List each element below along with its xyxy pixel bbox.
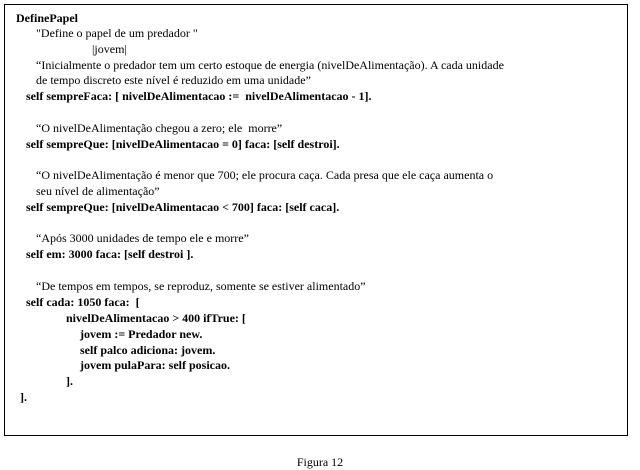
comment-line: seu nível de alimentação” xyxy=(36,184,160,198)
comment-line: “Após 3000 unidades de tempo ele e morre” xyxy=(36,231,249,245)
statement-line: nivelDeAlimentacao > 400 ifTrue: [ xyxy=(66,311,246,325)
statement-line: self sempreQue: [nivelDeAlimentacao = 0] faca: [self destroi]. xyxy=(26,137,340,151)
comment-line: “O nivelDeAlimentação é menor que 700; ele procura caça. Cada presa que ele caça aumenta o xyxy=(36,168,494,182)
listing-title: DefinePapel xyxy=(16,11,78,25)
closing-bracket-line: ]. xyxy=(66,374,73,388)
figure-caption: Figura 12 xyxy=(296,455,344,469)
temp-variable-declaration: |jovem| xyxy=(92,42,127,56)
statement-line: self sempreQue: [nivelDeAlimentacao < 700] faca: [self caca]. xyxy=(26,200,340,214)
statement-line: self em: 3000 faca: [self destroi ]. xyxy=(26,247,194,261)
statement-line: jovem := Predador new. xyxy=(80,327,203,341)
statement-line: self sempreFaca: [ nivelDeAlimentacao := nivelDeAlimentacao - 1]. xyxy=(26,89,372,103)
comment-line: “Inicialmente o predador tem um certo estoque de energia (nivelDeAlimentação). A cada unidade xyxy=(36,58,504,72)
comment-line: "Define o papel de um predador " xyxy=(36,26,198,40)
statement-line: self palco adiciona: jovem. xyxy=(80,343,216,357)
comment-line: “De tempos em tempos, se reproduz, somente se estiver alimentado” xyxy=(36,279,366,293)
comment-line: de tempo discreto este nível é reduzido em uma unidade” xyxy=(36,73,311,87)
comment-line: “O nivelDeAlimentação chegou a zero; ele morre” xyxy=(36,121,283,135)
statement-line: jovem pulaPara: self posicao. xyxy=(80,358,230,372)
closing-bracket-line: ]. xyxy=(20,390,27,404)
statement-line: self cada: 1050 faca: [ xyxy=(26,295,140,309)
